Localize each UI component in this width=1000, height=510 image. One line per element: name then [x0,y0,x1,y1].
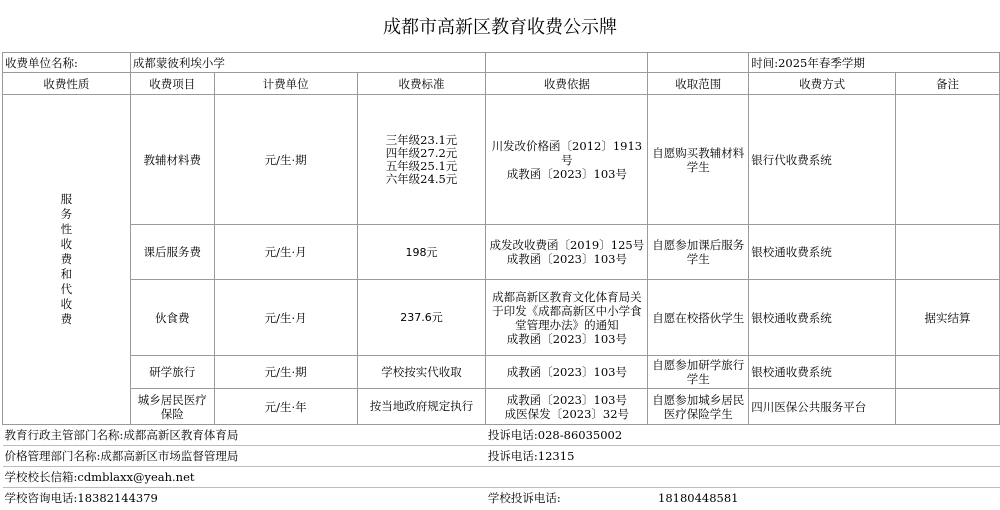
header-row [3,73,1000,95]
standard-cell: 198元 [357,225,486,280]
standard-cell: 237.6元 [357,280,486,356]
header-cell: 计费单位 [214,73,357,95]
footer-row [3,446,1000,467]
note-cell: 据实结算 [896,280,1000,356]
edu-complaint-phone: 投诉电话:028-86035002 [486,425,1000,446]
scope-cell: 自愿参加研学旅行 学生 [648,356,749,389]
header-cell: 备注 [896,73,1000,95]
fee-table [2,52,1000,509]
price-complaint-phone: 投诉电话:12315 [486,446,1000,467]
basis-cell: 成教函〔2023〕103号 成医保发〔2023〕32号 [486,389,648,425]
item-cell: 课后服务费 [130,225,214,280]
note-cell [896,356,1000,389]
method-cell: 四川医保公共服务平台 [749,389,896,425]
basis-cell: 川发改价格函〔2012〕1913号 成教函〔2023〕103号 [486,95,648,225]
table-row [3,95,1000,225]
unit-name: 成都蒙彼利埃小学 [130,53,486,73]
item-cell: 城乡居民医疗 保险 [130,389,214,425]
unit-row [3,53,1000,73]
scope-cell: 自愿在校搭伙学生 [648,280,749,356]
footer-row [3,467,1000,488]
unit-cell: 元/生·月 [214,280,357,356]
note-cell [896,225,1000,280]
complaint-phone: 18180448581 [648,488,749,509]
table-row [3,389,1000,425]
page-title: 成都市高新区教育收费公示牌 [383,17,617,38]
note-cell [896,95,1000,225]
method-cell: 银校通收费系统 [749,280,896,356]
standard-cell: 学校按实代收取 [357,356,486,389]
footer-row [3,425,1000,446]
unit-label: 收费单位名称: [3,53,131,73]
standard-cell: 按当地政府规定执行 [357,389,486,425]
scope-cell: 自愿购买教辅材料 学生 [648,95,749,225]
method-cell: 银行代收费系统 [749,95,896,225]
basis-cell: 成都高新区教育文化体育局关 于印发《成都高新区中小学食 堂管理办法》的通知 成教函〔2023〕103号 [486,280,648,356]
term: 时间:2025年春季学期 [749,53,1000,73]
table-row [3,356,1000,389]
header-cell: 收费标准 [357,73,486,95]
table-row [3,280,1000,356]
category-cell: 服 务 性 收 费 和 代 收 费 [3,95,131,425]
header-cell: 收费性质 [3,73,131,95]
note-cell [896,389,1000,425]
item-cell: 教辅材料费 [130,95,214,225]
table-row [3,225,1000,280]
item-cell: 研学旅行 [130,356,214,389]
header-cell: 收取范围 [648,73,749,95]
edu-dept: 教育行政主管部门名称:成都高新区教育体育局 [3,425,486,446]
footer-row [3,488,1000,509]
unit-cell: 元/生·期 [214,356,357,389]
price-dept: 价格管理部门名称:成都高新区市场监督管理局 [3,446,486,467]
scope-cell: 自愿参加城乡居民 医疗保险学生 [648,389,749,425]
header-cell: 收费方式 [749,73,896,95]
unit-cell: 元/生·期 [214,95,357,225]
principal-mailbox: 学校校长信箱:cdmblaxx@yeah.net [3,467,1000,488]
method-cell: 银校通收费系统 [749,225,896,280]
basis-cell: 成教函〔2023〕103号 [486,356,648,389]
method-cell: 银校通收费系统 [749,356,896,389]
header-cell: 收费依据 [486,73,648,95]
complaint-label: 学校投诉电话: [486,488,648,509]
unit-cell: 元/生·月 [214,225,357,280]
standard-cell: 三年级23.1元 四年级27.2元 五年级25.1元 六年级24.5元 [357,95,486,225]
basis-cell: 成发改收费函〔2019〕125号 成教函〔2023〕103号 [486,225,648,280]
header-cell: 收费项目 [130,73,214,95]
scope-cell: 自愿参加课后服务 学生 [648,225,749,280]
item-cell: 伙食费 [130,280,214,356]
unit-cell: 元/生·年 [214,389,357,425]
consult-phone: 学校咨询电话:18382144379 [3,488,486,509]
